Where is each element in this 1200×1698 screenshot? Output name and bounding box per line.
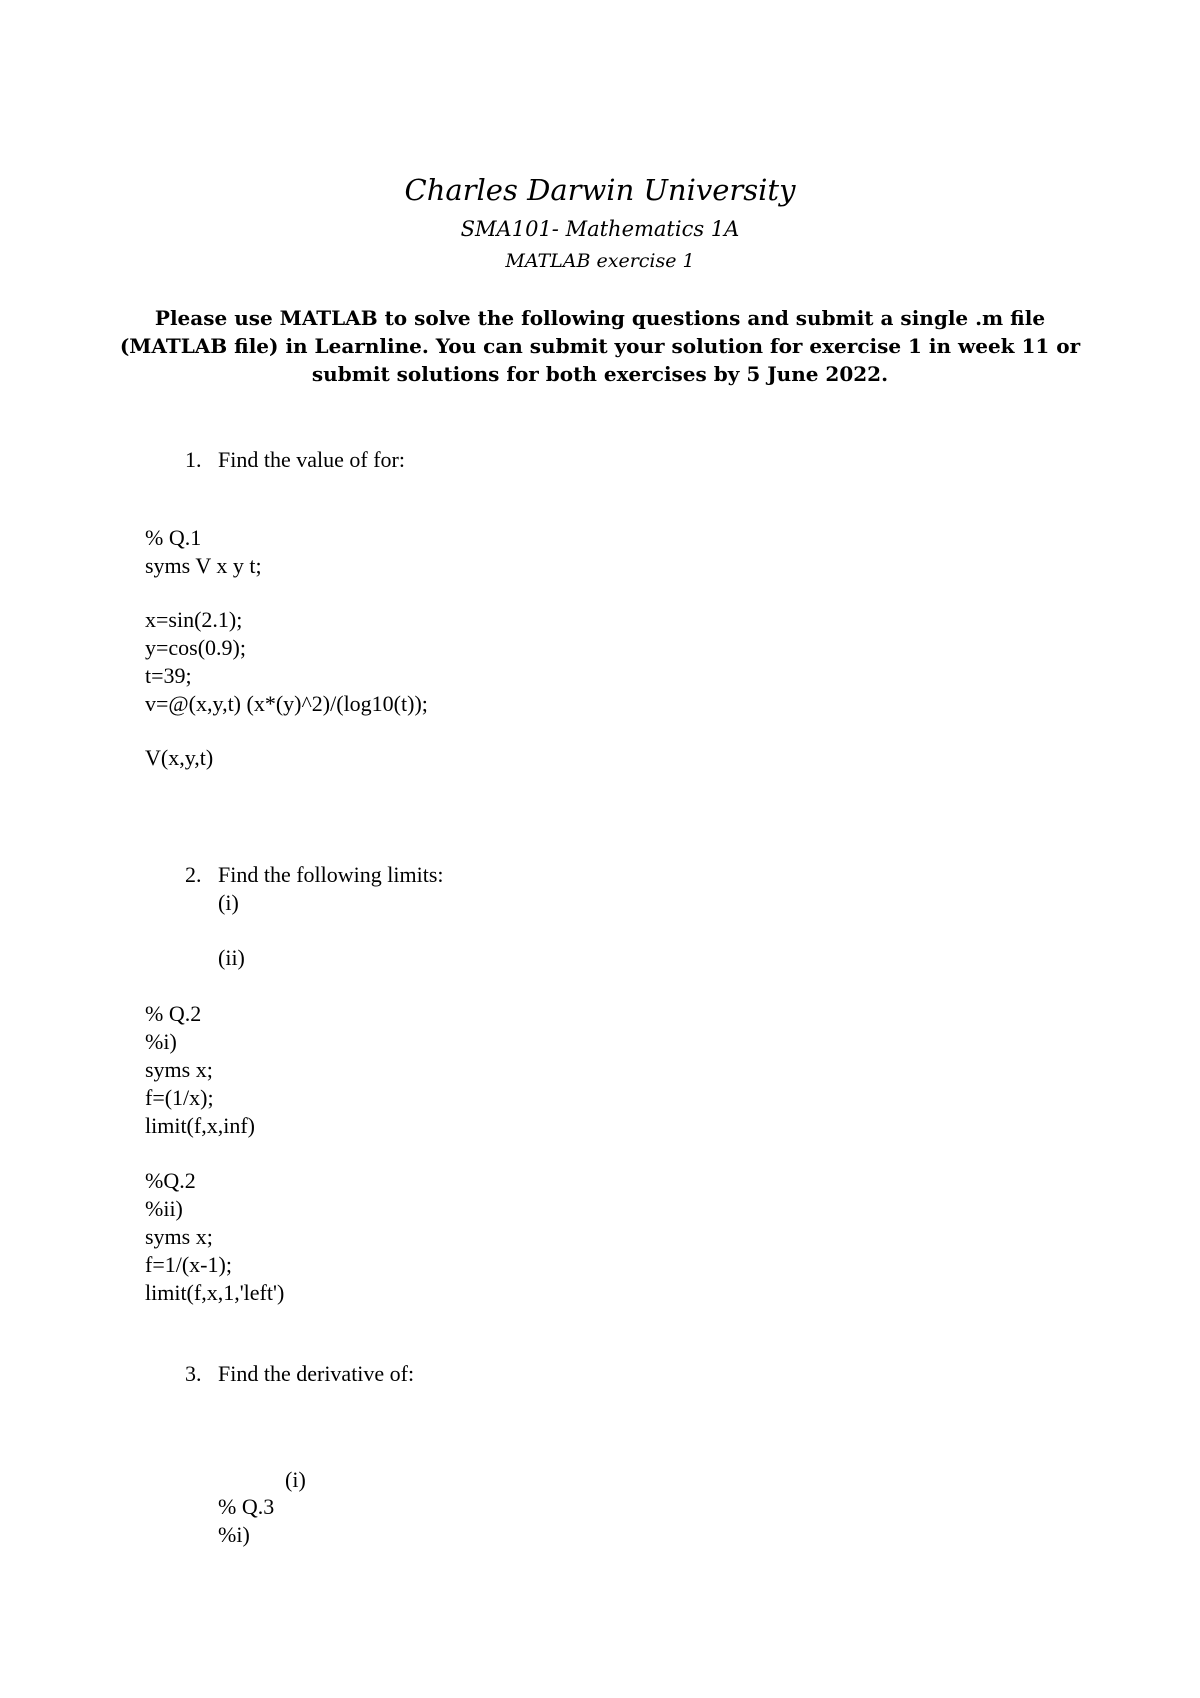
q3-part-i: (i) bbox=[285, 1467, 306, 1492]
code-line: x=sin(2.1); bbox=[145, 607, 243, 632]
code-line: % Q.3 bbox=[218, 1494, 275, 1519]
q2-part-ii: (ii) bbox=[218, 945, 245, 970]
q2-code-block-ii bbox=[145, 1167, 284, 1307]
university-title: Charles Darwin University bbox=[404, 173, 796, 207]
q2-number: 2. bbox=[185, 862, 202, 887]
code-line: %i) bbox=[218, 1522, 250, 1547]
q2-code-block-i bbox=[145, 1000, 255, 1140]
code-line: V(x,y,t) bbox=[145, 745, 214, 770]
code-line: % Q.1 bbox=[145, 525, 202, 550]
course-title: SMA101- Mathematics 1A bbox=[460, 217, 740, 241]
code-line: y=cos(0.9); bbox=[145, 635, 246, 660]
code-blank-line bbox=[145, 580, 428, 606]
instruction-line: Please use MATLAB to solve the following questions and submit a single .m file bbox=[154, 306, 1046, 330]
code-line: v=@(x,y,t) (x*(y)^2)/(log10(t)); bbox=[145, 691, 428, 716]
instruction-line: submit solutions for both exercises by 5 June 2022. bbox=[311, 362, 889, 386]
q2-part-i: (i) bbox=[218, 890, 239, 915]
q3-text: Find the derivative of: bbox=[218, 1361, 415, 1386]
code-line: %ii) bbox=[145, 1196, 183, 1221]
code-line: limit(f,x,inf) bbox=[145, 1113, 255, 1138]
q1-text: Find the value of for: bbox=[218, 447, 405, 472]
q1-code-block bbox=[145, 524, 428, 772]
code-line: f=1/(x-1); bbox=[145, 1252, 232, 1277]
q1-number: 1. bbox=[185, 447, 202, 472]
q2-text: Find the following limits: bbox=[218, 862, 444, 887]
exercise-title: MATLAB exercise 1 bbox=[505, 250, 695, 272]
code-line: syms x; bbox=[145, 1224, 213, 1249]
q3-code-block bbox=[218, 1493, 274, 1549]
instructions bbox=[0, 304, 1200, 388]
code-line: % Q.2 bbox=[145, 1001, 202, 1026]
code-blank-line bbox=[145, 718, 428, 744]
code-line: limit(f,x,1,'left') bbox=[145, 1280, 285, 1305]
code-line: %Q.2 bbox=[145, 1168, 196, 1193]
code-line: f=(1/x); bbox=[145, 1085, 214, 1110]
code-line: %i) bbox=[145, 1029, 177, 1054]
q3-number: 3. bbox=[185, 1361, 202, 1386]
code-line: syms V x y t; bbox=[145, 553, 262, 578]
code-line: t=39; bbox=[145, 663, 192, 688]
instruction-line: (MATLAB file) in Learnline. You can submit your solution for exercise 1 in week 11 or bbox=[119, 334, 1081, 358]
code-line: syms x; bbox=[145, 1057, 213, 1082]
